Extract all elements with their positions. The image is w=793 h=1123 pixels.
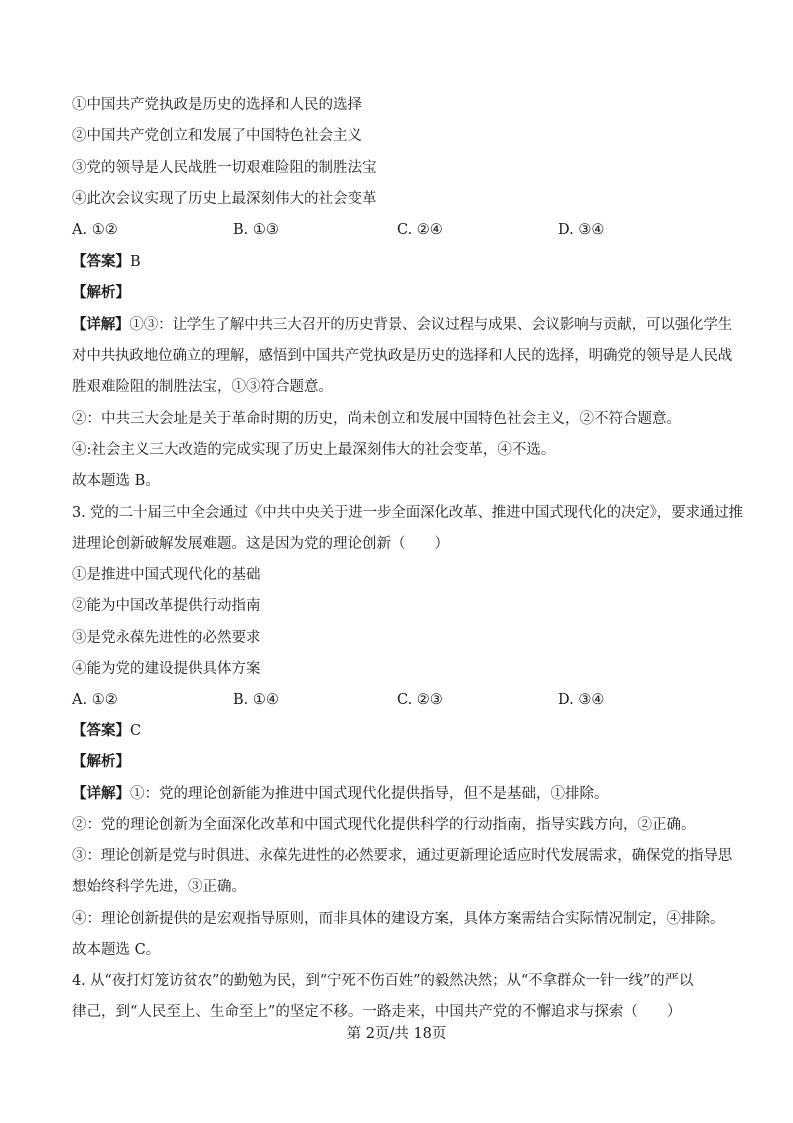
q4-stem-line-1: 4. 从“夜打灯笼访贫农”的勤勉为民，到“宁死不伤百姓”的毅然决然；从“不拿群众一针一线”的严以 xyxy=(72,973,694,989)
q3-item-2: ②能为中国改革提供行动指南 xyxy=(72,598,261,614)
q2-option-c: C. ②④ xyxy=(397,222,443,238)
q3-detail-text-1: ①：党的理论创新能为推进中国式现代化提供指导，但不是基础，①排除。 xyxy=(130,786,609,802)
q2-detail-line-3: 胜艰难险阻的制胜法宝，①③符合题意。 xyxy=(72,379,333,395)
q3-answer-value: C xyxy=(130,723,142,739)
q3-detail-line-1 xyxy=(72,784,609,804)
q2-detail-line-5: ④:社会主义三大改造的完成实现了历史上最深刻伟大的社会变革，④不选。 xyxy=(72,442,556,458)
q3-detail-tag: 【详解】 xyxy=(72,785,130,802)
page-number-footer: 第 2页/共 18页 xyxy=(346,1026,447,1042)
q2-item-1: ①中国共产党执政是历史的选择和人民的选择 xyxy=(72,97,362,113)
q2-answer xyxy=(72,252,141,272)
q2-detail-tag: 【详解】 xyxy=(72,316,130,333)
q2-item-2: ②中国共产党创立和发展了中国特色社会主义 xyxy=(72,128,362,144)
q3-conclusion: 故本题选 C。 xyxy=(72,942,161,958)
q3-detail-line-5: ④：理论创新提供的是宏观指导原则，而非具体的建设方案，具体方案需结合实际情况制定，④排除。 xyxy=(72,911,725,927)
q2-option-b: B. ①③ xyxy=(233,222,279,238)
q2-detail-text-1: ①③：让学生了解中共三大召开的历史背景、会议过程与成果、会议影响与贡献，可以强化学生 xyxy=(129,317,733,333)
q3-detail-line-3: ③：理论创新是党与时俱进、永葆先进性的必然要求，通过更新理论适应时代发展需求，确保党的指导思 xyxy=(72,848,733,864)
q2-detail-line-4: ②：中共三大会址是关于革命时期的历史，尚未创立和发展中国特色社会主义，②不符合题意。 xyxy=(72,411,681,427)
q2-analysis-label: 【解析】 xyxy=(72,284,130,301)
q2-conclusion: 故本题选 B。 xyxy=(72,473,160,489)
q3-item-3: ③是党永葆先进性的必然要求 xyxy=(72,630,261,646)
q3-option-d: D. ③④ xyxy=(558,692,605,708)
q3-answer xyxy=(72,721,141,741)
q2-analysis-tag xyxy=(72,283,130,303)
q2-option-a: A. ①② xyxy=(72,222,118,238)
q2-detail-line-2: 对中共执政地位确立的理解，感悟到中国共产党执政是历史的选择和人民的选择，明确党的领导是人民战 xyxy=(72,348,733,364)
q2-item-4: ④此次会议实现了历史上最深刻伟大的社会变革 xyxy=(72,191,377,207)
q3-option-c: C. ②③ xyxy=(397,692,443,708)
q3-options xyxy=(72,690,722,710)
q3-item-4: ④能为党的建设提供具体方案 xyxy=(72,661,261,677)
q2-option-d: D. ③④ xyxy=(558,222,605,238)
q2-detail-line-1 xyxy=(72,315,733,335)
q3-stem-line-1: 3. 党的二十届三中全会通过《中共中央关于进一步全面深化改革、推进中国式现代化的决定》，要求通过推 xyxy=(72,505,743,521)
q3-option-a: A. ①② xyxy=(72,692,118,708)
q3-detail-line-4: 想始终科学先进，③正确。 xyxy=(72,879,246,895)
q2-item-3: ③党的领导是人民战胜一切艰难险阻的制胜法宝 xyxy=(72,160,377,176)
q3-detail-line-2: ②：党的理论创新为全面深化改革和中国式现代化提供科学的行动指南，指导实践方向，②正确。 xyxy=(72,817,696,833)
q3-analysis-label: 【解析】 xyxy=(72,753,130,770)
q4-stem-line-2: 律己，到“人民至上、生命至上”的坚定不移。一路走来，中国共产党的不懈追求与探索（ ） xyxy=(72,1004,682,1020)
q2-answer-tag: 【答案】 xyxy=(72,253,130,270)
q3-analysis-tag xyxy=(72,752,130,772)
q3-item-1: ①是推进中国式现代化的基础 xyxy=(72,567,261,583)
q3-stem-line-2: 进理论创新破解发展难题。这是因为党的理论创新（ ） xyxy=(72,536,449,552)
q2-answer-value: B xyxy=(130,254,141,270)
q3-option-b: B. ①④ xyxy=(233,692,279,708)
q2-options xyxy=(72,220,722,240)
q3-answer-tag: 【答案】 xyxy=(72,722,130,739)
